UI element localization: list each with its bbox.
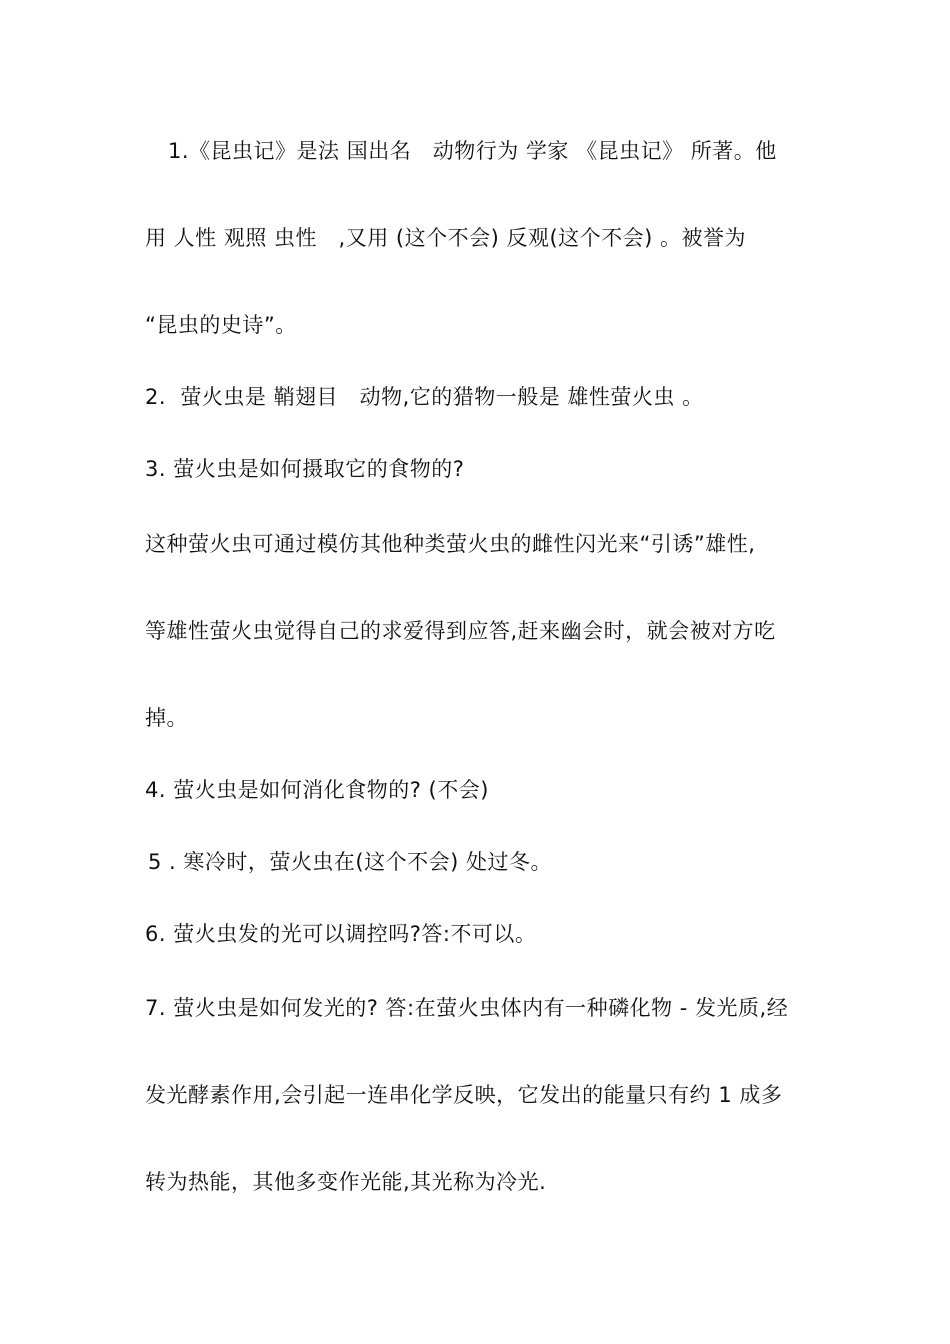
text-line-a3-part3: 掉。 <box>145 706 188 730</box>
text-line-q5: 5 . 寒冷时，萤火虫在(这个不会) 处过冬。 <box>148 850 552 874</box>
text-line-q6: 6. 萤火虫发的光可以调控吗?答:不可以。 <box>145 922 537 946</box>
text-line-q7-part3: 转为热能，其他多变作光能,其光称为冷光. <box>145 1170 547 1194</box>
text-line-q2: 2. 萤火虫是 鞘翅目 动物,它的猎物一般是 雄性萤火虫 。 <box>145 385 704 409</box>
text-line-q1-part3: “昆虫的史诗”。 <box>145 313 297 337</box>
text-line-q1-part1: 1.《昆虫记》是法 国出名 动物行为 学家 《昆虫记》 所著。他 <box>168 139 777 163</box>
text-line-q7-part1: 7. 萤火虫是如何发光的? 答:在萤火虫体内有一种磷化物 - 发光质,经 <box>145 996 789 1020</box>
text-line-q1-part2: 用 人性 观照 虫性 ,又用 (这个不会) 反观(这个不会) 。被誉为 <box>145 226 747 250</box>
text-line-a3-part2: 等雄性萤火虫觉得自己的求爱得到应答,赶来幽会时，就会被对方吃 <box>145 619 776 643</box>
text-line-a3-part1: 这种萤火虫可通过模仿其他种类萤火虫的雌性闪光来“引诱”雄性, <box>145 532 756 556</box>
text-line-q7-part2: 发光酵素作用,会引起一连串化学反映，它发出的能量只有约 1 成多 <box>145 1083 783 1107</box>
text-line-q3: 3. 萤火虫是如何摄取它的食物的? <box>145 457 465 481</box>
text-line-q4: 4. 萤火虫是如何消化食物的? (不会) <box>145 778 489 802</box>
